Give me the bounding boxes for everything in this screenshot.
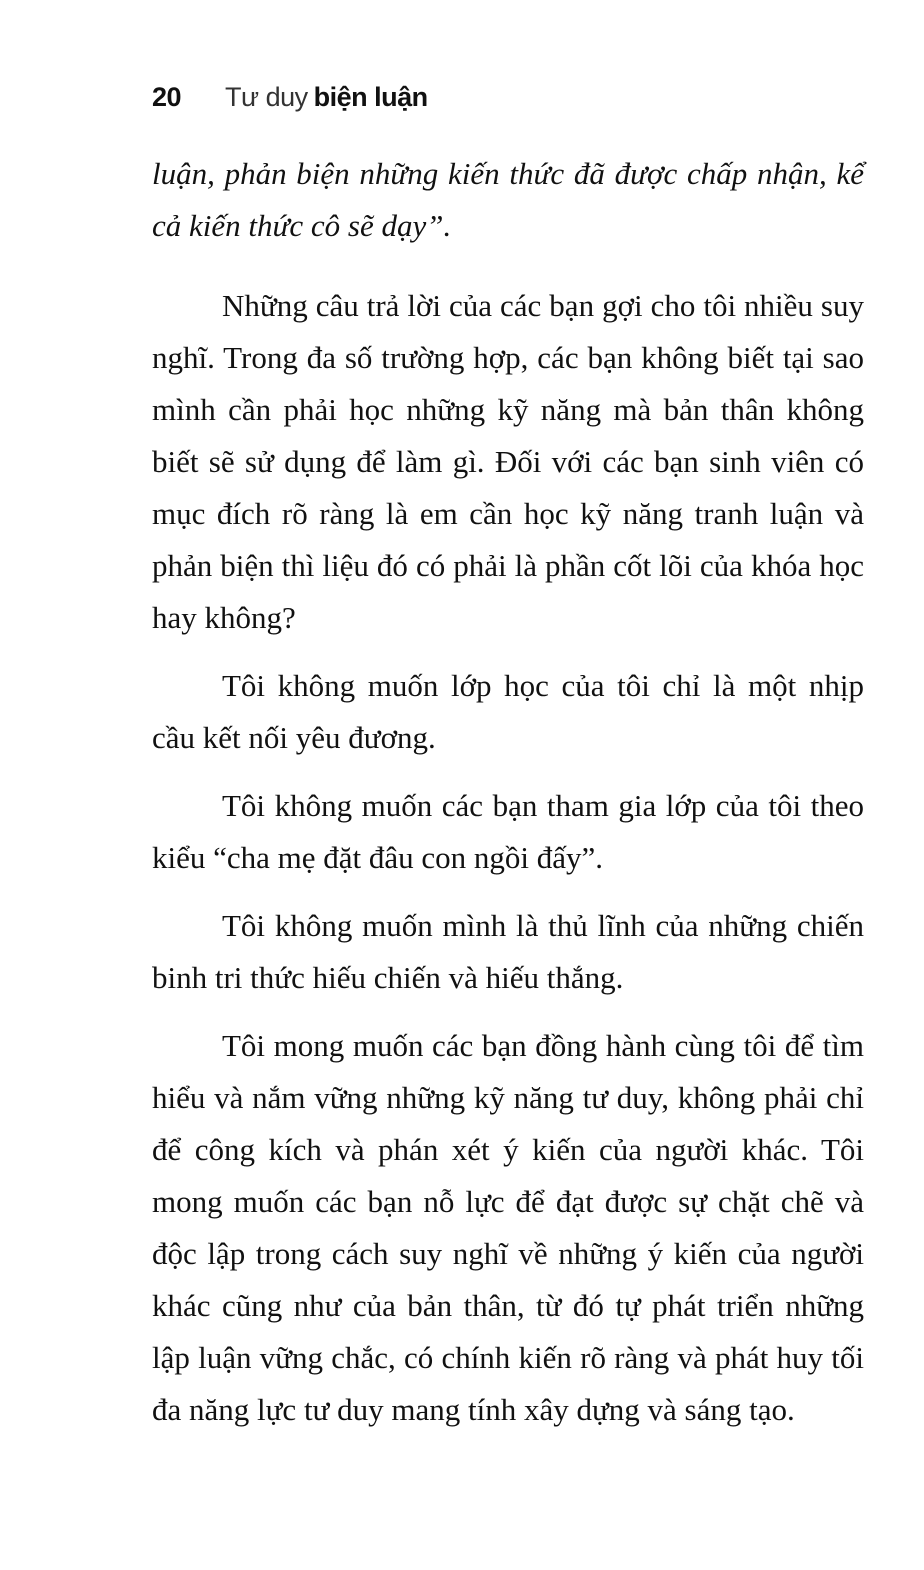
page-number: 20 xyxy=(152,82,182,112)
body-text xyxy=(152,148,864,1436)
running-header xyxy=(152,82,428,122)
paragraph: Những câu trả lời của các bạn gợi cho tôi nhiều suy nghĩ. Trong đa số trường hợp, các bạn không biết tại sao mình cần phải học những kỹ năng mà bản thân không biết sẽ sử dụng để làm gì. Đối với các bạn sinh viên có mục đích rõ ràng là em cần học kỹ năng tranh luận và phản biện thì liệu đó có phải là phần cốt lõi của khóa học hay không? xyxy=(152,288,864,635)
paragraph: Tôi mong muốn các bạn đồng hành cùng tôi để tìm hiểu và nắm vững những kỹ năng tư duy, không phải chỉ để công kích và phán xét ý kiến của người khác. Tôi mong muốn các bạn nỗ lực để đạt được sự chặt chẽ và độc lập trong cách suy nghĩ về những ý kiến của người khác cũng như của bản thân, từ đó tự phát triển những lập luận vững chắc, có chính kiến rõ ràng và phát huy tối đa năng lực tư duy mang tính xây dựng và sáng tạo. xyxy=(152,1028,864,1427)
paragraph: Tôi không muốn lớp học của tôi chỉ là một nhịp cầu kết nối yêu đương. xyxy=(152,668,864,755)
book-title-light: Tư duy xyxy=(225,82,308,112)
quote-continuation: luận, phản biện những kiến thức đã được chấp nhận, kể cả kiến thức cô sẽ dạy”. xyxy=(152,156,864,243)
book-title xyxy=(225,82,428,113)
paragraph: Tôi không muốn mình là thủ lĩnh của những chiến binh tri thức hiếu chiến và hiếu thắng. xyxy=(152,908,864,995)
paragraph: Tôi không muốn các bạn tham gia lớp của tôi theo kiểu “cha mẹ đặt đâu con ngồi đấy”. xyxy=(152,788,864,875)
book-title-bold: biện luận xyxy=(313,82,428,112)
